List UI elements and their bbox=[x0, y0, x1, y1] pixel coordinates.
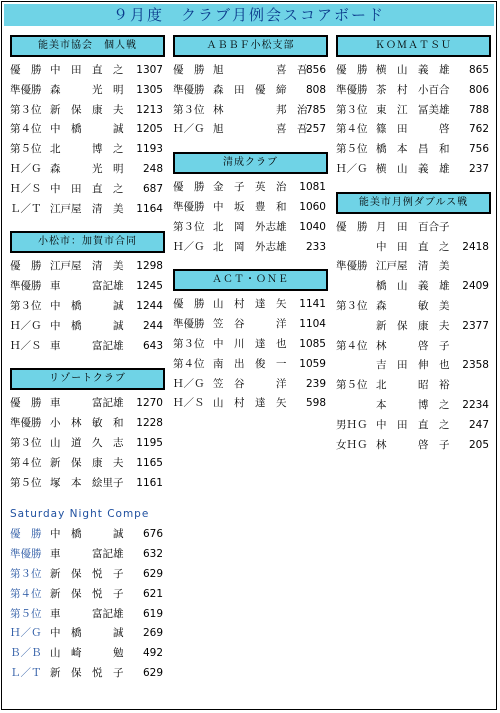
result-row bbox=[336, 337, 491, 357]
score-value: 1164 bbox=[136, 202, 163, 215]
player-name: 山 村 達 矢 bbox=[213, 298, 287, 311]
result-row bbox=[173, 355, 328, 375]
player-name: 新 保 悦 子 bbox=[50, 567, 124, 580]
player-name: 中 橋 誠 bbox=[50, 123, 124, 136]
section-title: 小松市：加賀市合同 bbox=[10, 231, 165, 253]
rank-label: 第３位 bbox=[10, 567, 42, 580]
result-row bbox=[336, 396, 491, 416]
result-row bbox=[10, 545, 165, 565]
result-row bbox=[173, 81, 328, 101]
result-row bbox=[336, 317, 491, 337]
player-name: 北 岡 外志雄 bbox=[213, 220, 287, 233]
player-name: 車 富記雄 bbox=[50, 280, 124, 293]
result-row bbox=[10, 624, 165, 644]
result-row bbox=[10, 337, 165, 357]
rank-label: 準優勝 bbox=[10, 417, 42, 430]
result-row bbox=[10, 120, 165, 140]
rank-label: 第３位 bbox=[10, 103, 42, 116]
rank-label: Ｈ／Ｇ bbox=[10, 319, 42, 332]
player-name: 塚 本 絵里子 bbox=[50, 476, 124, 489]
score-value: 492 bbox=[142, 647, 163, 660]
score-value: 1195 bbox=[136, 436, 163, 449]
result-row bbox=[336, 81, 491, 101]
rank-label: 第４位 bbox=[173, 357, 205, 370]
player-name: 林 邦 治 bbox=[213, 103, 308, 116]
rank-label: Ｌ／Ｔ bbox=[10, 202, 42, 215]
section-abbf bbox=[173, 35, 328, 140]
player-name: 森 光 明 bbox=[50, 83, 124, 96]
result-row bbox=[10, 605, 165, 625]
result-row bbox=[10, 101, 165, 121]
result-row bbox=[10, 525, 165, 545]
score-value: 629 bbox=[142, 666, 163, 679]
score-value: 756 bbox=[468, 143, 489, 156]
rank-label: 準優勝 bbox=[336, 83, 368, 96]
rank-label: Ｈ／Ｓ bbox=[10, 339, 42, 352]
score-value: 865 bbox=[468, 64, 489, 76]
player-name: 北 岡 外志雄 bbox=[213, 240, 287, 253]
player-name: 中 橋 誠 bbox=[50, 319, 124, 332]
score-value: 1307 bbox=[136, 64, 163, 76]
result-row bbox=[10, 414, 165, 434]
section-title: ＡＢＢＦ小松支部 bbox=[173, 35, 328, 57]
section-title: Saturday Night Compe bbox=[10, 508, 150, 521]
result-row bbox=[173, 394, 328, 414]
rank-label: 優 勝 bbox=[173, 64, 205, 76]
player-name: 金 子 英 治 bbox=[213, 181, 287, 194]
score-value: 1245 bbox=[136, 280, 163, 293]
rank-label: 準優勝 bbox=[173, 83, 205, 96]
score-value: 248 bbox=[142, 162, 163, 175]
section-title: リゾートクラブ bbox=[10, 368, 165, 390]
score-value: 687 bbox=[142, 182, 163, 195]
section-actone bbox=[173, 269, 328, 414]
player-name: 山 崎 勉 bbox=[50, 647, 124, 660]
result-row bbox=[173, 238, 328, 258]
rank-label: 優 勝 bbox=[10, 528, 42, 541]
player-name: 新 保 悦 子 bbox=[50, 587, 124, 600]
result-row bbox=[10, 317, 165, 337]
score-value: 632 bbox=[142, 548, 163, 561]
section-komatsu bbox=[336, 35, 491, 180]
section-seisei bbox=[173, 152, 328, 257]
result-row bbox=[173, 101, 328, 121]
player-name: 中 坂 豊 和 bbox=[213, 200, 287, 213]
score-value: 1141 bbox=[299, 298, 326, 311]
rank-label: Ｈ／Ｓ bbox=[173, 397, 205, 410]
rank-label: 準優勝 bbox=[173, 318, 205, 331]
player-name: 江戸屋 清 美 bbox=[376, 260, 450, 273]
player-name: 中 川 達 也 bbox=[213, 337, 287, 350]
player-name: 笠 谷 洋 bbox=[213, 377, 287, 390]
result-row bbox=[10, 644, 165, 664]
player-name: 車 富記雄 bbox=[50, 339, 124, 352]
result-row bbox=[10, 257, 165, 277]
score-value: 2418 bbox=[462, 240, 489, 253]
player-name: 江戸屋 清 美 bbox=[50, 202, 124, 215]
score-value: 1205 bbox=[136, 123, 163, 136]
result-row bbox=[10, 434, 165, 454]
player-name: 橋 本 昌 和 bbox=[376, 143, 450, 156]
player-name: 東 江 冨美雄 bbox=[376, 103, 450, 116]
result-row bbox=[10, 81, 165, 101]
rank-label: 第３位 bbox=[173, 337, 205, 350]
score-value: 1165 bbox=[136, 456, 163, 469]
score-value: 1298 bbox=[136, 260, 163, 273]
result-row bbox=[173, 295, 328, 315]
score-value: 619 bbox=[142, 607, 163, 620]
result-row bbox=[10, 297, 165, 317]
section-title: ＡＣＴ・ＯＮＥ bbox=[173, 269, 328, 291]
rank-label: 第４位 bbox=[336, 123, 368, 136]
result-row bbox=[336, 160, 491, 180]
rank-label: Ｈ／Ｇ bbox=[173, 123, 205, 136]
section-komatsu-kaga bbox=[10, 231, 165, 356]
score-value: 1060 bbox=[299, 200, 326, 213]
rank-label: 優 勝 bbox=[10, 260, 42, 273]
rank-label: 男ＨＧ bbox=[336, 418, 368, 431]
score-value: 1161 bbox=[136, 476, 163, 489]
player-name: 中 橋 誠 bbox=[50, 299, 124, 312]
section-title: 能美市月例ダブルス戦 bbox=[336, 192, 491, 214]
score-value: 2358 bbox=[462, 359, 489, 372]
rank-label: Ｈ／Ｓ bbox=[10, 182, 42, 195]
rank-label: Ｌ／Ｔ bbox=[10, 666, 42, 679]
score-value: 1305 bbox=[136, 83, 163, 96]
result-row bbox=[173, 120, 328, 140]
result-row bbox=[336, 416, 491, 436]
player-name: 横 山 義 雄 bbox=[376, 162, 450, 175]
score-value: 1213 bbox=[136, 103, 163, 116]
section-nomi-kyokai bbox=[10, 35, 165, 219]
player-name: 篠 田 啓 bbox=[376, 123, 450, 136]
rank-label: 第４位 bbox=[10, 587, 42, 600]
score-value: 808 bbox=[305, 83, 326, 96]
player-name: 車 富記雄 bbox=[50, 397, 124, 410]
result-row bbox=[336, 277, 491, 297]
result-row bbox=[336, 101, 491, 121]
score-value: 1228 bbox=[136, 417, 163, 430]
player-name: 中 田 直 之 bbox=[376, 418, 450, 431]
rank-label: Ｈ／Ｇ bbox=[336, 162, 368, 175]
section-title: ＫＯＭＡＴＳＵ bbox=[336, 35, 491, 57]
section-saturday-night bbox=[10, 503, 165, 683]
rank-label: 第３位 bbox=[336, 299, 368, 312]
player-name: 中 田 直 之 bbox=[376, 240, 450, 253]
result-row bbox=[10, 664, 165, 684]
player-name: 茶 村 小百合 bbox=[376, 83, 450, 96]
result-row bbox=[173, 375, 328, 395]
result-row bbox=[336, 436, 491, 456]
score-value: 806 bbox=[468, 83, 489, 96]
player-name: 新 保 康 夫 bbox=[50, 456, 124, 469]
player-name: 森 敏 美 bbox=[376, 299, 450, 312]
score-value: 762 bbox=[468, 123, 489, 136]
player-name: 横 山 義 雄 bbox=[376, 64, 450, 76]
score-value: 1081 bbox=[299, 181, 326, 194]
result-row bbox=[173, 198, 328, 218]
player-name: 森 田 優 締 bbox=[213, 83, 287, 96]
score-value: 269 bbox=[142, 627, 163, 640]
player-name: 山 村 達 矢 bbox=[213, 397, 287, 410]
result-row bbox=[336, 356, 491, 376]
score-value: 2409 bbox=[462, 280, 489, 293]
rank-label: 第３位 bbox=[336, 103, 368, 116]
rank-label: 優 勝 bbox=[173, 181, 205, 194]
score-value: 257 bbox=[305, 123, 326, 136]
score-value: 1085 bbox=[299, 337, 326, 350]
result-row bbox=[10, 585, 165, 605]
column-middle bbox=[173, 35, 328, 414]
score-value: 643 bbox=[142, 339, 163, 352]
rank-label: 女ＨＧ bbox=[336, 438, 368, 451]
result-row bbox=[10, 394, 165, 414]
rank-label: Ｂ／Ｂ bbox=[10, 647, 42, 660]
result-row bbox=[336, 61, 491, 81]
rank-label: 第５位 bbox=[10, 607, 42, 620]
result-row bbox=[10, 160, 165, 180]
rank-label: 第５位 bbox=[336, 143, 368, 156]
rank-label: 優 勝 bbox=[336, 220, 368, 233]
rank-label: 準優勝 bbox=[10, 83, 42, 96]
score-value: 1040 bbox=[299, 220, 326, 233]
player-name: 森 光 明 bbox=[50, 162, 124, 175]
result-row bbox=[336, 297, 491, 317]
rank-label: Ｈ／Ｇ bbox=[173, 240, 205, 253]
result-row bbox=[173, 315, 328, 335]
result-row bbox=[10, 454, 165, 474]
player-name: 林 啓 子 bbox=[376, 339, 450, 352]
score-value: 1193 bbox=[136, 143, 163, 156]
score-value: 205 bbox=[468, 438, 489, 451]
score-value: 2234 bbox=[462, 398, 489, 411]
rank-label: Ｈ／Ｇ bbox=[173, 377, 205, 390]
rank-label: 準優勝 bbox=[10, 548, 42, 561]
player-name: 本 博 之 bbox=[376, 398, 450, 411]
rank-label: 第３位 bbox=[173, 220, 205, 233]
player-name: 林 啓 子 bbox=[376, 438, 450, 451]
player-name: 中 橋 誠 bbox=[50, 528, 124, 541]
player-name: 車 富記雄 bbox=[50, 607, 124, 620]
rank-label: 第５位 bbox=[336, 379, 368, 392]
rank-label: 第５位 bbox=[10, 476, 42, 489]
player-name: 新 保 康 夫 bbox=[50, 103, 124, 116]
player-name: 旭 喜 吾 bbox=[213, 64, 308, 76]
score-value: 676 bbox=[142, 528, 163, 541]
rank-label: 第４位 bbox=[336, 339, 368, 352]
result-row bbox=[10, 61, 165, 81]
rank-label: 準優勝 bbox=[336, 260, 368, 273]
section-title: 清成クラブ bbox=[173, 152, 328, 174]
player-name: 中 橋 誠 bbox=[50, 627, 124, 640]
result-row bbox=[10, 200, 165, 220]
player-name: 旭 喜 吾 bbox=[213, 123, 308, 136]
score-value: 237 bbox=[468, 162, 489, 175]
rank-label: 優 勝 bbox=[10, 64, 42, 76]
score-value: 247 bbox=[468, 418, 489, 431]
player-name: 笠 谷 洋 bbox=[213, 318, 287, 331]
result-row bbox=[173, 335, 328, 355]
score-value: 621 bbox=[142, 587, 163, 600]
result-row bbox=[10, 277, 165, 297]
player-name: 新 保 康 夫 bbox=[376, 319, 450, 332]
rank-label: 第３位 bbox=[173, 103, 205, 116]
score-value: 1244 bbox=[136, 299, 163, 312]
player-name: 車 富記雄 bbox=[50, 548, 124, 561]
result-row bbox=[336, 140, 491, 160]
rank-label: 第３位 bbox=[10, 299, 42, 312]
player-name: 江戸屋 清 美 bbox=[50, 260, 124, 273]
score-value: 2377 bbox=[462, 319, 489, 332]
section-resort bbox=[10, 368, 165, 493]
score-value: 785 bbox=[305, 103, 326, 116]
player-name: 新 保 悦 子 bbox=[50, 666, 124, 679]
score-value: 1059 bbox=[299, 357, 326, 370]
player-name: 南 出 俊 一 bbox=[213, 357, 287, 370]
result-row bbox=[336, 376, 491, 396]
player-name: 小 林 敏 和 bbox=[50, 417, 124, 430]
score-value: 239 bbox=[305, 377, 326, 390]
rank-label: 優 勝 bbox=[10, 397, 42, 410]
score-value: 1270 bbox=[136, 397, 163, 410]
result-row bbox=[173, 218, 328, 238]
section-title: 能美市協会 個人戦 bbox=[10, 35, 165, 57]
player-name: 中 田 直 之 bbox=[50, 182, 124, 195]
rank-label: 第３位 bbox=[10, 436, 42, 449]
player-name: 山 道 久 志 bbox=[50, 436, 124, 449]
player-name: 北 博 之 bbox=[50, 143, 124, 156]
result-row bbox=[336, 238, 491, 258]
section-doubles bbox=[336, 192, 491, 456]
rank-label: 準優勝 bbox=[10, 280, 42, 293]
rank-label: 準優勝 bbox=[173, 200, 205, 213]
player-name: 月 田 百合子 bbox=[376, 220, 450, 233]
result-row bbox=[10, 140, 165, 160]
result-row bbox=[336, 120, 491, 140]
column-right bbox=[336, 35, 491, 455]
player-name: 吉 田 伸 也 bbox=[376, 359, 450, 372]
rank-label: 第５位 bbox=[10, 143, 42, 156]
player-name: 橋 山 義 雄 bbox=[376, 280, 450, 293]
score-value: 244 bbox=[142, 319, 163, 332]
rank-label: 優 勝 bbox=[173, 298, 205, 311]
score-value: 788 bbox=[468, 103, 489, 116]
result-row bbox=[173, 178, 328, 198]
score-value: 629 bbox=[142, 567, 163, 580]
rank-label: Ｈ／Ｇ bbox=[10, 627, 42, 640]
result-row bbox=[336, 218, 491, 238]
rank-label: Ｈ／Ｇ bbox=[10, 162, 42, 175]
result-row bbox=[10, 565, 165, 585]
score-value: 233 bbox=[305, 240, 326, 253]
result-row bbox=[336, 257, 491, 277]
player-name: 中 田 直 之 bbox=[50, 64, 124, 76]
rank-label: 優 勝 bbox=[336, 64, 368, 76]
player-name: 北 昭 裕 bbox=[376, 379, 450, 392]
result-row bbox=[10, 180, 165, 200]
result-row bbox=[173, 61, 328, 81]
page-title: ９月度 クラブ月例会スコアボード bbox=[4, 4, 494, 26]
score-value: 1104 bbox=[299, 318, 326, 331]
result-row bbox=[10, 474, 165, 494]
column-left bbox=[10, 35, 165, 684]
rank-label: 第４位 bbox=[10, 456, 42, 469]
rank-label: 第４位 bbox=[10, 123, 42, 136]
score-value: 598 bbox=[305, 397, 326, 410]
score-value: 856 bbox=[305, 64, 326, 76]
